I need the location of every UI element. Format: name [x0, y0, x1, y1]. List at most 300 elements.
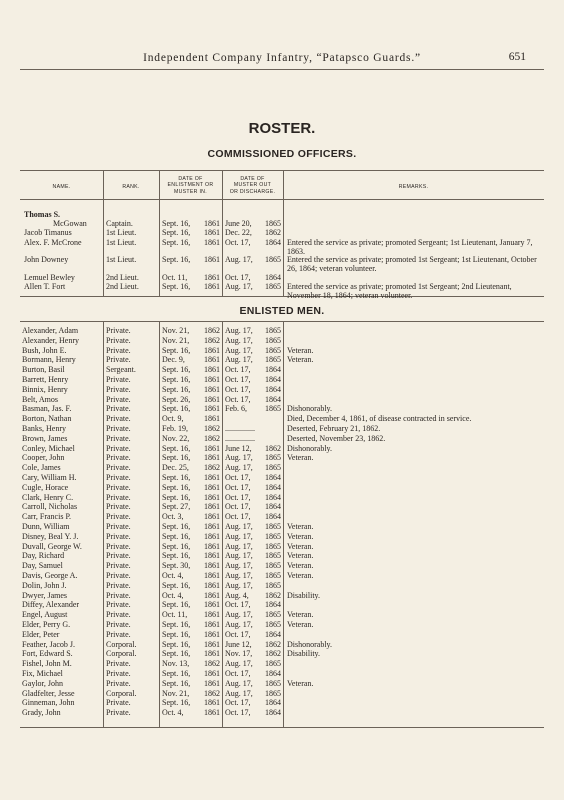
column-header-line: MUSTER IN. — [174, 188, 207, 195]
enlisted-name: Bormann, Henry — [22, 355, 76, 365]
enlisted-out-year: 1862 — [265, 639, 281, 649]
enlisted-enlist-date: Sept. 16, — [162, 678, 191, 688]
officer-name: Alex. F. McCrone — [24, 238, 82, 247]
officer-name: Thomas S. — [24, 210, 61, 219]
enlisted-out-year: 1865 — [265, 688, 281, 698]
enlisted-name: Basman, Jas. F. — [22, 404, 72, 414]
enlisted-name: Conley, Michael — [22, 443, 75, 453]
officer-out-date: Aug. 17, — [225, 282, 253, 291]
enlisted-enlist-date: Sept. 16, — [162, 629, 191, 639]
officer-rank: 1st Lieut. — [106, 228, 137, 237]
officer-name: John Downey — [24, 255, 69, 264]
enlisted-out-year: 1865 — [265, 659, 281, 669]
enlisted-remarks: Dishonorably. — [287, 443, 333, 453]
enlisted-out-year: 1865 — [265, 541, 281, 551]
enlisted-enlist-date: Sept. 16, — [162, 580, 191, 590]
enlisted-rank: Private. — [106, 590, 131, 600]
enlisted-enlist-year: 1861 — [204, 561, 220, 571]
officer-enlist-year: 1861 — [204, 228, 220, 237]
enlisted-out-date: Aug. 17, — [225, 551, 253, 561]
enlisted-out-date: Aug. 17, — [225, 688, 253, 698]
enlisted-enlist-year: 1861 — [204, 443, 220, 453]
enlisted-enlist-date: Sept. 16, — [162, 453, 191, 463]
enlisted-rank: Private. — [106, 600, 131, 610]
enlisted-rank: Private. — [106, 335, 131, 345]
enlisted-enlist-date: Oct. 4, — [162, 708, 184, 718]
column-header-muster-out — [222, 176, 283, 195]
enlisted-out-year: 1864 — [265, 629, 281, 639]
header-rule — [20, 69, 544, 70]
enlisted-out-date: Oct. 17, — [225, 384, 251, 394]
officer-enlist-year: 1861 — [204, 255, 220, 264]
enlisted-enlist-year: 1861 — [204, 365, 220, 375]
enlisted-out-year: 1865 — [265, 610, 281, 620]
enlisted-name: Gaylor, John — [22, 678, 64, 688]
column-header-remarks: REMARKS. — [398, 184, 429, 190]
enlisted-enlist-year: 1862 — [204, 335, 220, 345]
enlisted-rank: Private. — [106, 394, 131, 404]
enlisted-out-date: Aug. 17, — [225, 541, 253, 551]
enlisted-out-date: ............... — [225, 433, 255, 443]
enlisted-rank: Private. — [106, 512, 131, 522]
enlisted-out-year: 1865 — [265, 571, 281, 580]
running-title: Independent Company Infantry, “Patapsco Guards.” — [143, 52, 421, 64]
enlisted-rank: Private. — [106, 463, 131, 473]
commissioned-section-title: COMMISSIONED OFFICERS. — [207, 148, 357, 160]
enlisted-out-date: Aug. 17, — [225, 326, 253, 335]
enlisted-rank: Private. — [106, 326, 131, 335]
enlisted-enlist-date: Sept. 16, — [162, 365, 191, 375]
enlisted-enlist-date: Sept. 16, — [162, 473, 191, 482]
enlisted-enlist-date: Sept. 16, — [162, 522, 191, 531]
enlisted-out-date: Aug. 4, — [225, 590, 249, 600]
enlisted-out-date: Aug. 17, — [225, 463, 253, 473]
enlisted-remarks: Disability. — [287, 590, 321, 600]
enlisted-enlist-date: Sept. 16, — [162, 482, 191, 492]
officer-rank: 1st Lieut. — [106, 238, 137, 247]
enlisted-rank: Private. — [106, 453, 131, 463]
enlisted-rank: Corporal. — [106, 639, 137, 649]
enlisted-out-date: Oct. 17, — [225, 502, 251, 512]
enlisted-name: Feather, Jacob J. — [22, 639, 75, 649]
enlisted-enlist-year: 1861 — [204, 571, 220, 580]
enlisted-rank: Private. — [106, 345, 131, 355]
enlisted-rank: Private. — [106, 620, 131, 629]
officer-enlist-year: 1861 — [204, 238, 220, 247]
enlisted-rank: Private. — [106, 669, 131, 678]
enlisted-enlist-year: 1862 — [204, 433, 220, 443]
enlisted-remarks: Disability. — [287, 649, 321, 659]
officer-out-date: Oct. 17, — [225, 273, 251, 282]
enlisted-enlist-year: 1862 — [204, 659, 220, 669]
column-divider — [283, 321, 284, 727]
enlisted-name: Cooper, John — [22, 453, 65, 463]
enlisted-enlist-year: 1861 — [204, 482, 220, 492]
enlisted-remarks: Veteran. — [287, 453, 314, 463]
enlisted-enlist-year: 1861 — [204, 708, 220, 718]
enlisted-out-date: Aug. 17, — [225, 659, 253, 669]
enlisted-rank: Private. — [106, 492, 131, 502]
enlisted-enlist-year: 1861 — [204, 541, 220, 551]
enlisted-enlist-date: Sept. 27, — [162, 502, 191, 512]
enlisted-remarks: Veteran. — [287, 561, 314, 571]
column-header-line: DATE OF — [240, 176, 265, 182]
enlisted-out-date: Oct. 17, — [225, 473, 251, 482]
enlisted-enlist-date: Feb. 19, — [162, 424, 188, 433]
enlisted-enlist-date: Sept. 16, — [162, 620, 191, 629]
enlisted-out-year: 1864 — [265, 482, 281, 492]
enlisted-enlist-year: 1862 — [204, 688, 220, 698]
enlisted-bottom-rule — [20, 727, 544, 728]
enlisted-name: Fishel, John M. — [22, 659, 72, 669]
officer-out-year: 1865 — [265, 255, 281, 264]
enlisted-out-year: 1864 — [265, 473, 281, 482]
enlisted-enlist-date: Sept. 16, — [162, 698, 191, 708]
enlisted-out-date: Oct. 17, — [225, 365, 251, 375]
enlisted-out-date: Aug. 17, — [225, 678, 253, 688]
enlisted-out-date: Nov. 17, — [225, 649, 253, 659]
enlisted-enlist-date: Sept. 16, — [162, 639, 191, 649]
enlisted-out-year: 1865 — [265, 326, 281, 335]
enlisted-name: Cole, James — [22, 463, 61, 473]
enlisted-name: Engel, August — [22, 610, 68, 620]
enlisted-remarks: Dishonorably. — [287, 639, 333, 649]
officer-enlist-year: 1861 — [204, 282, 220, 291]
column-divider — [222, 321, 223, 727]
officer-name: Lemuel Bewley — [24, 273, 75, 282]
enlisted-enlist-date: Nov. 21, — [162, 326, 190, 335]
enlisted-out-year: 1865 — [265, 620, 281, 629]
enlisted-rank: Private. — [106, 551, 131, 561]
column-divider — [159, 321, 160, 727]
enlisted-enlist-year: 1862 — [204, 326, 220, 335]
enlisted-enlist-year: 1862 — [204, 463, 220, 473]
enlisted-out-date: Oct. 17, — [225, 629, 251, 639]
enlisted-enlist-date: Sept. 16, — [162, 531, 191, 541]
enlisted-enlist-year: 1862 — [204, 424, 220, 433]
enlisted-out-date: Aug. 17, — [225, 561, 253, 571]
enlisted-name: Fix, Michael — [22, 669, 63, 678]
enlisted-out-date: Aug. 17, — [225, 531, 253, 541]
enlisted-enlist-year: 1861 — [204, 345, 220, 355]
enlisted-rank: Private. — [106, 580, 131, 590]
enlisted-name: Borton, Nathan — [22, 414, 72, 424]
enlisted-out-date: Aug. 17, — [225, 355, 253, 365]
enlisted-remarks: Veteran. — [287, 551, 314, 561]
enlisted-enlist-year: 1861 — [204, 404, 220, 414]
officer-out-date: Oct. 17, — [225, 238, 251, 247]
column-header-line: DATE OF — [178, 176, 203, 182]
column-header-enlistment — [159, 176, 222, 195]
enlisted-rank: Private. — [106, 414, 131, 424]
officer-enlist-date: Sept. 16, — [162, 238, 191, 247]
enlisted-name: Dunn, William — [22, 522, 70, 531]
enlisted-enlist-date: Sept. 30, — [162, 561, 191, 571]
enlisted-name: Fort, Edward S. — [22, 649, 73, 659]
enlisted-out-year: 1865 — [265, 580, 281, 590]
officer-rank: Captain. — [106, 219, 133, 228]
enlisted-name: Diffey, Alexander — [22, 600, 80, 610]
enlisted-enlist-date: Sept. 16, — [162, 345, 191, 355]
enlisted-enlist-year: 1861 — [204, 639, 220, 649]
enlisted-name: Gladfelter, Jesse — [22, 688, 75, 698]
enlisted-out-year: 1864 — [265, 394, 281, 404]
enlisted-enlist-year: 1861 — [204, 522, 220, 531]
enlisted-name: Davis, George A. — [22, 571, 78, 580]
column-header-line: MUSTER OUT — [233, 182, 272, 189]
enlisted-out-year: 1864 — [265, 492, 281, 502]
enlisted-remarks: Veteran. — [287, 522, 314, 531]
column-header-rank: RANK. — [122, 184, 140, 190]
enlisted-out-date: June 12, — [225, 639, 252, 649]
enlisted-enlist-date: Nov. 22, — [162, 433, 190, 443]
enlisted-enlist-year: 1861 — [204, 375, 220, 384]
enlisted-out-date: Feb. 6, — [225, 404, 247, 414]
enlisted-enlist-date: Dec. 25, — [162, 463, 189, 473]
officer-enlist-date: Oct. 11, — [162, 273, 188, 282]
enlisted-out-year: 1865 — [265, 522, 281, 531]
enlisted-out-year: 1862 — [265, 443, 281, 453]
enlisted-remarks: Veteran. — [287, 355, 314, 365]
enlisted-out-year: 1864 — [265, 512, 281, 522]
officer-name: McGowan — [53, 219, 87, 228]
enlisted-name: Barrett, Henry — [22, 375, 69, 384]
enlisted-enlist-year: 1861 — [204, 512, 220, 522]
enlisted-out-date: Aug. 17, — [225, 522, 253, 531]
enlisted-rank: Private. — [106, 541, 131, 551]
enlisted-remarks: Veteran. — [287, 620, 314, 629]
column-divider — [103, 321, 104, 727]
officer-out-date: Dec. 22, — [225, 228, 252, 237]
enlisted-rank: Private. — [106, 698, 131, 708]
enlisted-enlist-date: Oct. 9, — [162, 414, 184, 424]
enlisted-enlist-date: Sept. 16, — [162, 375, 191, 384]
enlisted-name: Cary, William H. — [22, 473, 77, 482]
enlisted-enlist-date: Oct. 4, — [162, 590, 184, 600]
enlisted-name: Binnix, Henry — [22, 384, 68, 394]
officer-out-year: 1864 — [265, 273, 281, 282]
enlisted-rank: Private. — [106, 482, 131, 492]
enlisted-name: Banks, Henry — [22, 424, 66, 433]
enlisted-rank: Private. — [106, 375, 131, 384]
enlisted-out-date: Oct. 17, — [225, 492, 251, 502]
officer-out-year: 1862 — [265, 228, 281, 237]
enlisted-remarks: Deserted, November 23, 1862. — [287, 433, 386, 443]
enlisted-enlist-year: 1861 — [204, 580, 220, 590]
enlisted-out-date: Aug. 17, — [225, 345, 253, 355]
officer-out-year: 1865 — [265, 219, 281, 228]
enlisted-name: Belt, Amos — [22, 394, 59, 404]
enlisted-out-year: 1862 — [265, 649, 281, 659]
enlisted-section-title: ENLISTED MEN. — [239, 305, 325, 317]
officer-enlist-year: 1861 — [204, 219, 220, 228]
enlisted-rank: Private. — [106, 610, 131, 620]
officer-remarks: Entered the service as private; promoted Sergeant; 1st Lieutenant, January 7, 1863. — [287, 238, 533, 257]
enlisted-out-year: 1862 — [265, 590, 281, 600]
enlisted-remarks: Veteran. — [287, 678, 314, 688]
column-header-line: ENLISTMENT OR — [167, 182, 214, 189]
officer-out-date: Aug. 17, — [225, 255, 253, 264]
enlisted-rank: Private. — [106, 404, 131, 414]
enlisted-out-year: 1865 — [265, 551, 281, 561]
enlisted-out-year: 1865 — [265, 345, 281, 355]
enlisted-enlist-year: 1861 — [204, 620, 220, 629]
enlisted-rank: Corporal. — [106, 688, 137, 698]
enlisted-enlist-date: Nov. 21, — [162, 688, 190, 698]
enlisted-remarks: Died, December 4, 1861, of disease contracted in service. — [287, 414, 472, 424]
roster-title: ROSTER. — [248, 120, 316, 137]
enlisted-rank: Corporal. — [106, 649, 137, 659]
enlisted-out-date: Oct. 17, — [225, 669, 251, 678]
enlisted-rank: Private. — [106, 678, 131, 688]
enlisted-enlist-year: 1861 — [204, 649, 220, 659]
enlisted-name: Brown, James — [22, 433, 68, 443]
enlisted-name: Elder, Perry G. — [22, 620, 71, 629]
enlisted-rank: Private. — [106, 424, 131, 433]
enlisted-rank: Private. — [106, 531, 131, 541]
enlisted-out-year: 1864 — [265, 502, 281, 512]
officer-name: Jacob Timanus — [24, 228, 72, 237]
enlisted-name: Alexander, Adam — [22, 326, 79, 335]
enlisted-top-rule — [20, 321, 544, 322]
enlisted-enlist-date: Nov. 13, — [162, 659, 190, 669]
enlisted-out-year: 1864 — [265, 708, 281, 718]
enlisted-remarks: Dishonorably. — [287, 404, 333, 414]
enlisted-out-year: 1865 — [265, 404, 281, 414]
enlisted-enlist-date: Sept. 16, — [162, 669, 191, 678]
enlisted-enlist-year: 1861 — [204, 394, 220, 404]
enlisted-remarks: Veteran. — [287, 541, 314, 551]
enlisted-rank: Private. — [106, 561, 131, 571]
enlisted-enlist-date: Sept. 16, — [162, 600, 191, 610]
enlisted-name: Duvall, George W. — [22, 541, 82, 551]
column-header-name: NAME. — [52, 184, 71, 190]
enlisted-rank: Private. — [106, 708, 131, 718]
enlisted-out-date: Oct. 17, — [225, 512, 251, 522]
enlisted-enlist-year: 1861 — [204, 610, 220, 620]
enlisted-out-year: 1865 — [265, 335, 281, 345]
enlisted-out-year: 1865 — [265, 561, 281, 571]
enlisted-out-date: Aug. 17, — [225, 620, 253, 629]
enlisted-out-date: Oct. 17, — [225, 698, 251, 708]
enlisted-name: Grady, John — [22, 708, 61, 718]
officer-enlist-date: Sept. 16, — [162, 282, 191, 291]
officer-rank: 2nd Lieut. — [106, 282, 139, 291]
enlisted-enlist-year: 1861 — [204, 414, 220, 424]
officer-enlist-date: Sept. 16, — [162, 255, 191, 264]
enlisted-enlist-date: Sept. 16, — [162, 492, 191, 502]
column-header-line: OR DISCHARGE. — [229, 188, 276, 195]
enlisted-enlist-date: Sept. 16, — [162, 541, 191, 551]
enlisted-out-date: Oct. 17, — [225, 600, 251, 610]
officer-enlist-date: Sept. 16, — [162, 219, 191, 228]
enlisted-enlist-year: 1861 — [204, 590, 220, 600]
enlisted-out-year: 1864 — [265, 384, 281, 394]
enlisted-out-date: Aug. 17, — [225, 453, 253, 463]
officer-name: Allen T. Fort — [24, 282, 66, 291]
enlisted-name: Bush, John E. — [22, 345, 67, 355]
enlisted-enlist-date: Nov. 21, — [162, 335, 190, 345]
officer-out-date: June 20, — [225, 219, 252, 228]
enlisted-enlist-date: Sept. 16, — [162, 404, 191, 414]
enlisted-enlist-year: 1861 — [204, 473, 220, 482]
enlisted-enlist-year: 1861 — [204, 355, 220, 365]
table-top-rule — [20, 170, 544, 171]
enlisted-enlist-date: Dec. 9, — [162, 355, 185, 365]
enlisted-rank: Sergeant. — [106, 365, 136, 375]
enlisted-out-year: 1865 — [265, 453, 281, 463]
enlisted-remarks: Veteran. — [287, 345, 314, 355]
enlisted-rank: Private. — [106, 473, 131, 482]
enlisted-name: Elder, Peter — [22, 629, 60, 639]
enlisted-remarks: Deserted, February 21, 1862. — [287, 424, 381, 433]
enlisted-out-year: 1865 — [265, 678, 281, 688]
enlisted-enlist-date: Sept. 16, — [162, 443, 191, 453]
enlisted-enlist-date: Sept. 16, — [162, 649, 191, 659]
enlisted-rank: Private. — [106, 443, 131, 453]
enlisted-out-year: 1865 — [265, 531, 281, 541]
officer-out-year: 1864 — [265, 238, 281, 247]
officer-enlist-year: 1861 — [204, 273, 220, 282]
enlisted-name: Dolin, John J. — [22, 580, 67, 590]
enlisted-rank: Private. — [106, 502, 131, 512]
enlisted-enlist-year: 1861 — [204, 600, 220, 610]
enlisted-enlist-date: Sept. 16, — [162, 384, 191, 394]
enlisted-rank: Private. — [106, 384, 131, 394]
enlisted-enlist-year: 1861 — [204, 629, 220, 639]
enlisted-rank: Private. — [106, 571, 131, 580]
enlisted-name: Carroll, Nicholas — [22, 502, 78, 512]
enlisted-remarks: Veteran. — [287, 610, 314, 620]
enlisted-out-year: 1864 — [265, 375, 281, 384]
enlisted-name: Disney, Beal Y. J. — [22, 531, 79, 541]
enlisted-enlist-date: Sept. 26, — [162, 394, 191, 404]
enlisted-out-year: 1864 — [265, 669, 281, 678]
officer-remarks: Entered the service as private; promoted 1st Sergeant; 2nd Lieutenant, November 18, 1864; veteran volunteer. — [287, 282, 512, 301]
enlisted-enlist-year: 1861 — [204, 453, 220, 463]
officer-enlist-date: Sept. 16, — [162, 228, 191, 237]
enlisted-rank: Private. — [106, 659, 131, 669]
enlisted-rank: Private. — [106, 433, 131, 443]
enlisted-out-year: 1864 — [265, 600, 281, 610]
enlisted-remarks: Veteran. — [287, 571, 314, 580]
enlisted-enlist-date: Oct. 11, — [162, 610, 188, 620]
enlisted-remarks: Veteran. — [287, 531, 314, 541]
officer-rank: 1st Lieut. — [106, 255, 137, 264]
enlisted-name: Cugle, Horace — [22, 482, 69, 492]
enlisted-enlist-date: Oct. 4, — [162, 571, 184, 580]
enlisted-out-date: Oct. 17, — [225, 482, 251, 492]
enlisted-name: Ginneman, John — [22, 698, 75, 708]
enlisted-name: Burton, Basil — [22, 365, 65, 375]
enlisted-out-date: Aug. 17, — [225, 335, 253, 345]
enlisted-rank: Private. — [106, 629, 131, 639]
officer-remarks: Entered the service as private; promoted 1st Sergeant; 1st Lieutenant, October 26, 1864; veteran volunteer. — [287, 255, 537, 274]
enlisted-name: Clark, Henry C. — [22, 492, 74, 502]
enlisted-enlist-year: 1861 — [204, 492, 220, 502]
enlisted-out-date: Oct. 17, — [225, 708, 251, 718]
enlisted-name: Dwyer, James — [22, 590, 67, 600]
enlisted-enlist-year: 1861 — [204, 531, 220, 541]
officer-rank: 2nd Lieut. — [106, 273, 139, 282]
enlisted-out-year: 1865 — [265, 355, 281, 365]
page-number: 651 — [508, 51, 526, 63]
enlisted-out-date: ............... — [225, 424, 255, 433]
enlisted-out-year: 1865 — [265, 463, 281, 473]
enlisted-enlist-year: 1861 — [204, 678, 220, 688]
enlisted-enlist-date: Sept. 16, — [162, 551, 191, 561]
enlisted-name: Carr, Francis P. — [22, 512, 72, 522]
